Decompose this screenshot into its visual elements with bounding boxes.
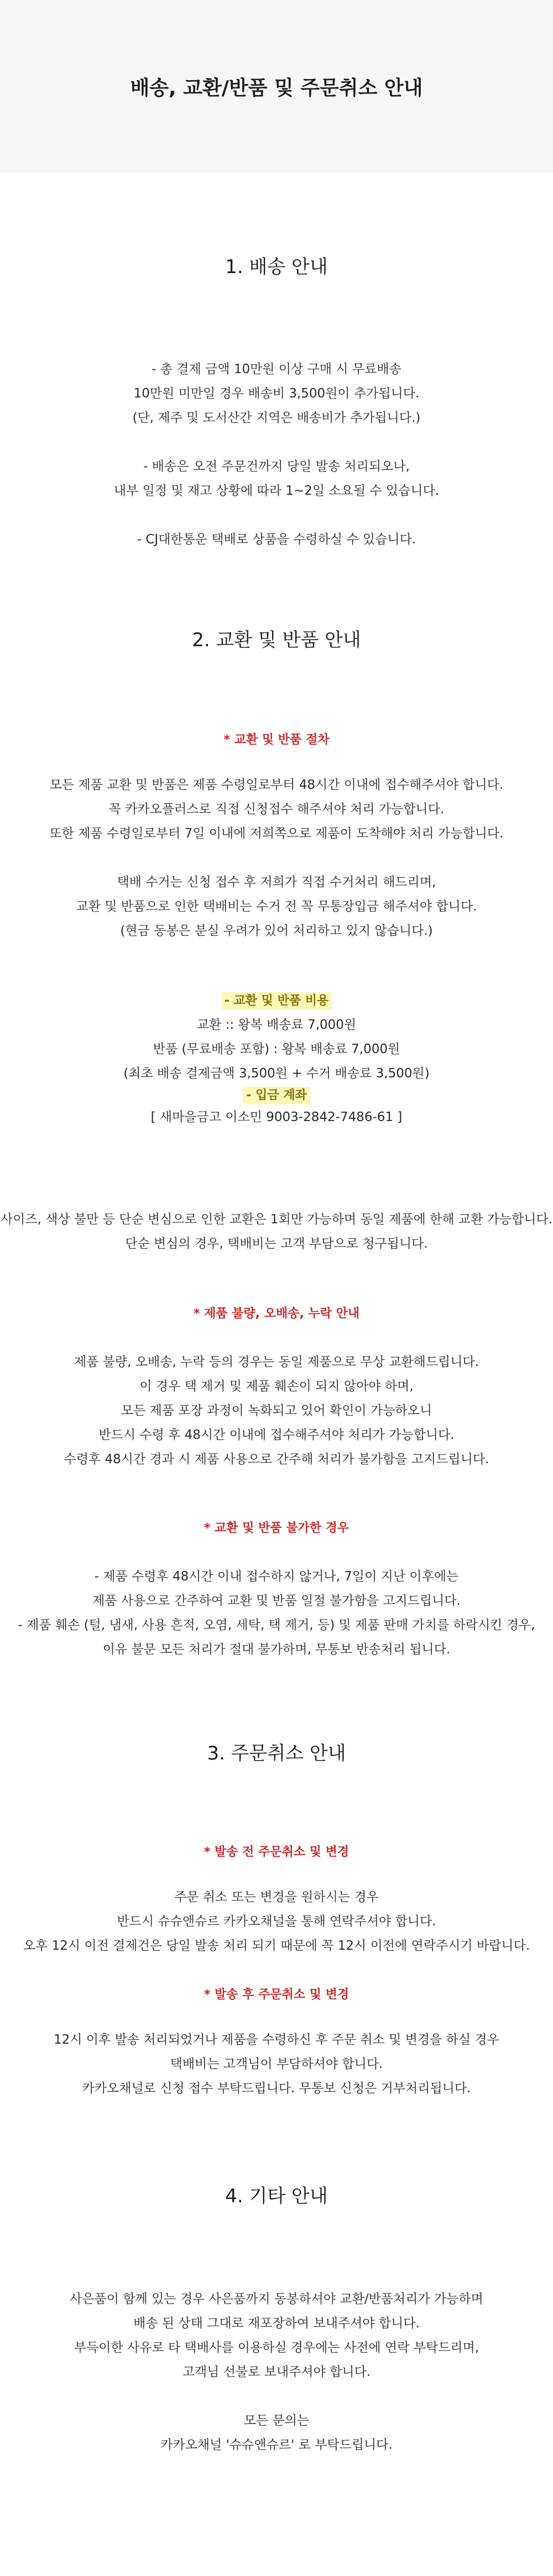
text-line: 부득이한 사유로 타 택배사를 이용하실 경우에는 사전에 연락 부탁드리며, [74,2341,479,2355]
text-line: 반드시 슈슈앤슈르 카카오채널을 통해 연락주셔야 합니다. [117,1914,436,1929]
text-line [0,846,553,870]
cost-title-row [0,992,553,1010]
text-line: 내부 일정 및 재고 상황에 따라 1~2일 소요될 수 있습니다. [113,484,440,498]
impossible-lines [0,1564,553,1662]
cancel-before-title: * 발송 전 주문취소 및 변경 [204,1845,349,1859]
cost-title: - 교환 및 반품 비용 [221,992,332,1010]
text-line: 제품 불량, 오배송, 누락 등의 경우는 동일 제품으로 무상 교환해드립니다. [74,1355,479,1369]
text-line: 모든 문의는 [243,2413,310,2428]
text-line: 사은품이 함께 있는 경우 사은품까지 동봉하셔야 교환/반품처리가 가능하며 [70,2292,483,2306]
text-line: 사이즈, 색상 불만 등 단순 변심으로 인한 교환은 1회만 가능하며 동일 제품에 한해 교환 가능합니다. [0,1212,553,1227]
account-number: [ 새마을금고 이소민 9003-2842-7486-61 ] [150,1110,403,1124]
exchange-procedure-title: * 교환 및 반품 절차 [223,733,330,747]
text-line: 택배비는 고객님이 부담하셔야 합니다. [170,2057,383,2071]
text-line: - 제품 훼손 (털, 냄새, 사용 흔적, 오염, 세탁, 택 제거, 등) 및 제품 판매 가치를 하락시킨 경우, [18,1618,535,1632]
text-line: - 총 결제 금액 10만원 이상 구매 시 무료배송 [152,362,401,376]
text-line: 이유 불문 모든 처리가 절대 불가하며, 무통보 반송처리 됩니다. [102,1642,451,1657]
etc-lines [0,2287,553,2457]
defect-title: * 제품 불량, 오배송, 누락 안내 [193,1307,360,1321]
exchange-procedure-lines [0,773,553,943]
delivery-section-title: 1. 배송 안내 [225,256,328,278]
account-title-row [0,1087,553,1105]
text-line: 이 경우 택 제거 및 제품 훼손이 되지 않아야 하며, [139,1379,414,1394]
text-line: - CJ대한통운 택배로 상품을 수령하실 수 있습니다. [137,532,416,547]
text-line: (현금 동봉은 분실 우려가 있어 처리하고 있지 않습니다.) [120,924,433,938]
text-line: - 제품 수령후 48시간 이내 접수하지 않거나, 7일이 지난 이후에는 [94,1569,459,1584]
text-line: (최초 배송 결제금액 3,500원 + 수거 배송료 3,500원) [123,1066,430,1081]
text-line: 반품 (무료배송 포함) : 왕복 배송료 7,000원 [153,1042,400,1056]
text-line: 교환 및 반품으로 인한 택배비는 수거 전 꼭 무통장입금 해주셔야 합니다. [76,899,477,914]
text-line: 또한 제품 수령일로부터 7일 이내에 저희쪽으로 제품이 도착해야 처리 가능합니다. [49,826,504,841]
exchange-section-title: 2. 교환 및 반품 안내 [192,629,361,651]
text-line: 반드시 수령 후 48시간 이내에 접수해주셔야 처리가 가능합니다. [98,1428,455,1442]
cost-lines [0,1013,553,1086]
cancel-after-lines [0,2028,553,2101]
defect-lines [0,1350,553,1472]
cancel-after-title: * 발송 후 주문취소 및 변경 [204,1988,349,2002]
text-line: 교환 :: 왕복 배송료 7,000원 [196,1018,357,1032]
text-line: 오후 12시 이전 결제건은 당일 발송 처리 되기 때문에 꼭 12시 이전에 연락주시기 바랍니다. [23,1939,530,1953]
text-line: 배송 된 상태 그대로 재포장하여 보내주셔야 합니다. [133,2316,420,2331]
text-line: - 배송은 오전 주문건까지 당일 발송 처리되오나, [143,459,410,474]
text-line: 카카오채널로 신청 접수 부탁드립니다. 무통보 신청은 거부처리됩니다. [82,2081,471,2096]
text-line: 10만원 미만일 경우 배송비 3,500원이 추가됩니다. [133,386,420,401]
delivery-info-lines [0,357,553,552]
text-line: 꼭 카카오플러스로 직접 신청접수 해주셔야 처리 가능합니다. [108,802,445,816]
text-line: 고객님 선불로 보내주셔야 합니다. [182,2365,371,2379]
text-line: 단순 변심의 경우, 택배비는 고객 부담으로 청구됩니다. [125,1237,428,1251]
page-title: 배송, 교환/반품 및 주문취소 안내 [130,76,423,100]
text-line: 주문 취소 또는 변경을 원하시는 경우 [174,1890,379,1904]
simple-change-lines [0,1207,553,1256]
text-line: 12시 이후 발송 처리되었거나 제품을 수령하신 후 주문 취소 및 변경을 하실 경우 [54,2033,499,2047]
text-line: 모든 제품 포장 과정이 녹화되고 있어 확인이 가능하오니 [121,1404,432,1418]
etc-section-title: 4. 기타 안내 [225,2185,328,2207]
text-line [0,2384,553,2409]
text-line: (단, 제주 및 도서산간 지역은 배송비가 추가됩니다.) [132,411,421,425]
cancel-section-title: 3. 주문취소 안내 [207,1742,346,1765]
cancel-before-lines [0,1885,553,1958]
text-line [0,430,553,454]
account-title: - 입금 계좌 [243,1087,310,1104]
text-line: 택배 수거는 신청 접수 후 저희가 직접 수거처리 해드리며, [117,875,436,889]
text-line: 카카오채널 '슈슈앤슈르' 로 부탁드립니다. [160,2438,393,2452]
page-header [0,0,553,172]
text-line: 수령후 48시간 경과 시 제품 사용으로 간주해 처리가 불가함을 고지드립니다. [64,1452,489,1467]
text-line [0,503,553,527]
impossible-title: * 교환 및 반품 불가한 경우 [204,1521,349,1535]
text-line: 모든 제품 교환 및 반품은 제품 수령일로부터 48시간 이내에 접수해주셔야 합니다. [49,778,504,792]
text-line: 제품 사용으로 간주하여 교환 및 반품 일절 불가함을 고지드립니다. [92,1594,461,1608]
